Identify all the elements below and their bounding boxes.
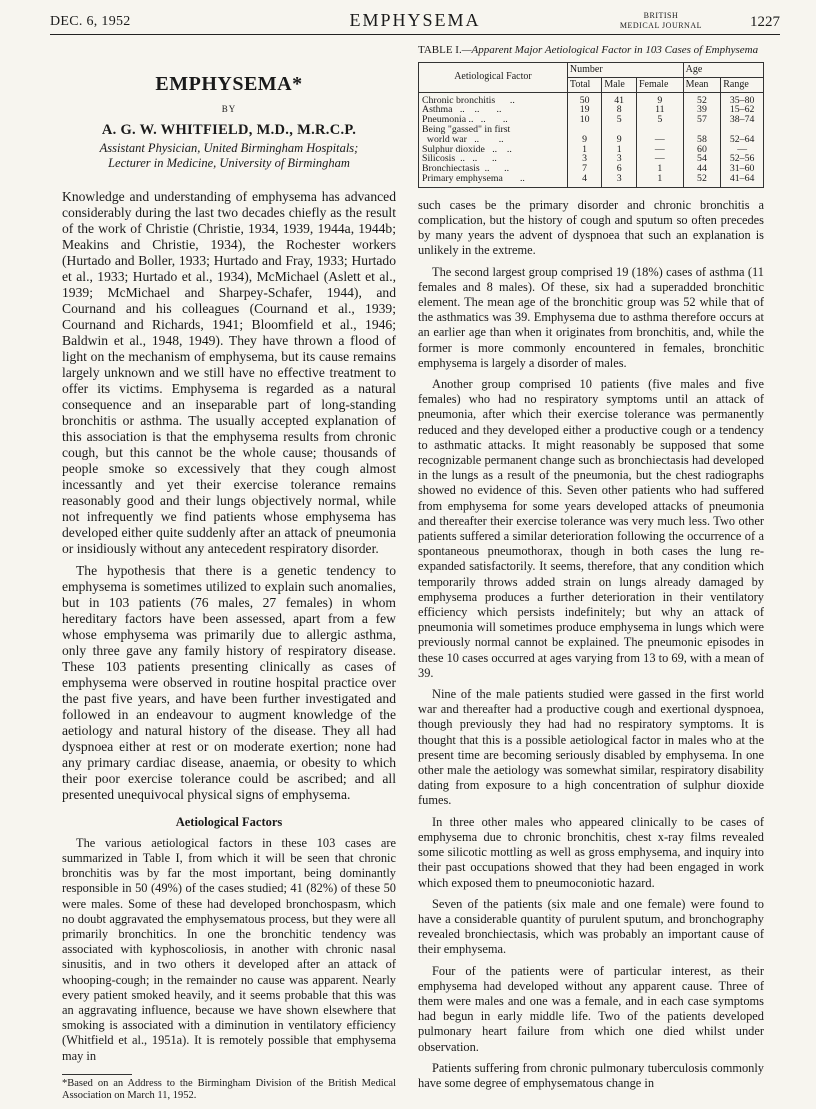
cell-female: 1 <box>636 164 683 174</box>
table-label: TABLE I. <box>418 44 462 56</box>
cell-total: 7 <box>567 164 601 174</box>
cell-total: 50 <box>567 92 601 105</box>
cell-total: 10 <box>567 115 601 125</box>
cell-female: 5 <box>636 115 683 125</box>
cell-range: 38–74 <box>721 115 764 125</box>
page-header <box>50 6 780 42</box>
cell-factor: Sulphur dioxide .. .. <box>419 145 568 155</box>
cell-range: — <box>721 145 764 155</box>
body-paragraph: The second largest group comprised 19 (18%) cases of asthma (11 females and 8 males). Of these, six had a superadded bronchitic element. The mean age of the bronchitic group was 52 while that of the asthmatics was 39. Emphysema due to asthma therefore occurs at an earlier age than when it originates from bronchitis, and, while the former is more commonly encountered in females, bronchitic emphysema is largely a disorder of males. <box>418 264 764 370</box>
cell-mean: 39 <box>683 105 721 115</box>
cell-female: — <box>636 145 683 155</box>
cell-factor: Pneumonia .. .. .. <box>419 115 568 125</box>
page-number: 1227 <box>750 14 780 30</box>
intro-text <box>62 189 396 803</box>
cell-male: 3 <box>602 174 637 187</box>
cell-total: 19 <box>567 105 601 115</box>
article-title: EMPHYSEMA* <box>155 73 303 95</box>
body-paragraph: Nine of the male patients studied were gassed in the first world war and thereafter had a productive cough and exertional dyspnoea, though previously they had had no respiratory symptoms. It is thought that this is a possible aetiological factor in males who at the present time are becoming seriously disabled by emphysema. In one other male the aetiology was somewhat similar, respiratory disability dating from exposure to a high concentration of sulphur dioxide fumes. <box>418 687 764 808</box>
table-row <box>419 174 764 187</box>
cell-mean: 60 <box>683 145 721 155</box>
body-paragraph: Four of the patients were of particular interest, as their emphysema had developed without any apparent cause. Three of them were males and one was a female, and in each case symptoms had begun in early middle life. Two of the patients developed pulmonary heart failure from which one died whilst under observation. <box>418 963 764 1054</box>
cell-factor: Chronic bronchitis .. <box>419 92 568 105</box>
section-heading: Aetiological Factors <box>175 814 283 829</box>
cell-mean: 52 <box>683 174 721 187</box>
cell-range: 41–64 <box>721 174 764 187</box>
cell-factor: Asthma .. .. .. <box>419 105 568 115</box>
col-header-total: Total <box>567 77 601 92</box>
cell-total: 3 <box>567 154 601 164</box>
cell-range: 31–60 <box>721 164 764 174</box>
col-header-number: Number <box>567 63 683 78</box>
cell-mean: 44 <box>683 164 721 174</box>
col-header-age: Age <box>683 63 763 78</box>
journal-name-line2: MEDICAL JOURNAL <box>619 21 702 30</box>
cell-female: 11 <box>636 105 683 115</box>
cell-total: 4 <box>567 174 601 187</box>
body-paragraph: Another group comprised 10 patients (five males and five females) who had no respiratory symptoms until an attack of pneumonia, after which their exercise tolerance was permanently reduced and they developed either a productive cough or a tendency to asthmatic attacks. It might reasonably be supposed that some recognizable permanent change such as bronchiectasis had developed in the lungs as a result of the pneumonia, but the chest radiographs showed no evidence of this. Seven other patients who had suffered from emphysema for some years developed attacks of pneumonia and thereafter their exercise tolerance was very much less. Two other patients suffered a similar deterioration following the occurrence of a spontaneous pneumothorax, though in both cases the lung re-expanded satisfactorily. It seems, therefore, that any condition which temporarily throws added strain on lungs already damaged by emphysema produces a further deterioration in their ventilatory efficiency which persists indefinitely; but why an attack of pneumonia will sometimes produce emphysema in lungs which were previously normal cannot be explained. The pneumonic episodes in these 10 cases occurred at ages varying from 13 to 69, with a mean of 39. <box>418 377 764 680</box>
cell-total: 9 <box>567 135 601 145</box>
cell-factor: Primary emphysema .. <box>419 174 568 187</box>
cell-range: 52–64 <box>721 135 764 145</box>
cell-range: 35–80 <box>721 92 764 105</box>
cell-factor: Silicosis .. .. .. <box>419 154 568 164</box>
col-header-factor: Aetiological Factor <box>419 63 568 93</box>
cell-factor: Being "gassed" in first <box>419 125 568 135</box>
cell-factor: world war .. .. <box>419 135 568 145</box>
journal-name-line1: BRITISH <box>643 11 679 20</box>
body-paragraph: The hypothesis that there is a genetic tendency to emphysema is sometimes utilized to explain such anomalies, but in 103 patients (76 males, 27 females) in whom hereditary factors have been assessed, apart from a few whose emphysema was primarily due to allergic asthma, only three gave any family history of respiratory disease. These 103 patients presenting clinically as cases of emphysema were observed in routine hospital practice over the past five years, and have been further investigated and followed in an endeavour to augment knowledge of the aetiology and natural history of the disease. They all had dyspnoea either at rest or on moderate exertion; none had any primary cardiac disease, anaemia, or obesity to which their poor exercise tolerance could be ascribed; and all presented unequivocal physical signs of emphysema. <box>62 562 396 802</box>
cell-male: 41 <box>602 92 637 105</box>
body-paragraph: such cases be the primary disorder and chronic bronchitis a complication, but the history of cough and sputum so often precedes by many years the advent of dyspnoea that such an explanation is unlikely in the extreme. <box>418 197 764 258</box>
body-paragraph: In three other males who appeared clinically to be cases of emphysema due to chronic bronchitis, chest x-ray films revealed some silicotic mottling as well as gross emphysema, and inquiry into their past occupations showed that they had been engaged in work which exposed them to pneumoconiotic hazard. <box>418 814 764 890</box>
body-paragraph: Seven of the patients (six male and one female) were found to have a considerable quantity of purulent sputum, and bronchography revealed bronchiectasis, which was probably an important cause of their emphysema. <box>418 896 764 957</box>
cell-male: 5 <box>602 115 637 125</box>
author-name: A. G. W. WHITFIELD, M.D., M.R.C.P. <box>101 122 357 139</box>
body-paragraph: Patients suffering from chronic pulmonary tuberculosis commonly have some degree of emphysematous change in <box>418 1060 764 1090</box>
cell-female: — <box>636 154 683 164</box>
cell-male: 9 <box>602 135 637 145</box>
body-paragraph: The various aetiological factors in these 103 cases are summarized in Table I, from which it will be seen that chronic bronchitis was by far the most important, being dominantly responsible in 50 (49%) of the cases studied; 41 (82%) of these 50 were males. Some of these had developed bronchospasm, which no doubt aggravated the emphysematous process, but they were all primarily bronchitics. In one the bronchitic tendency was associated with kyphoscoliosis, in another with chronic nasal sinusitis, and in two others it developed after an attack of whooping-cough; in the remainder no cause was apparent. Nearly every patient smoked heavily, and it seems probable that this was an aggravating influence, because we have shown elsewhere that smoking is associated with a diminution in ventilatory efficiency (Whitfield et al., 1951a). It is remotely possible that emphysema may in <box>62 835 396 1063</box>
cell-male: 3 <box>602 154 637 164</box>
header-rule <box>50 34 780 35</box>
left-column <box>62 44 396 1109</box>
journal-name <box>620 11 702 31</box>
cell-male: 8 <box>602 105 637 115</box>
cell-female: 1 <box>636 174 683 187</box>
footnote: *Based on an Address to the Birmingham Division of the British Medical Association on March 11, 1952. <box>62 1077 396 1102</box>
footnote-rule <box>62 1074 132 1075</box>
cell-female: — <box>636 135 683 145</box>
cell-mean: 52 <box>683 92 721 105</box>
issue-date: DEC. 6, 1952 <box>50 14 131 29</box>
col-header-range: Range <box>721 77 764 92</box>
affiliation-line-2: Lecturer in Medicine, University of Birmingham <box>108 155 350 170</box>
cell-female: 9 <box>636 92 683 105</box>
cell-range: 15–62 <box>721 105 764 115</box>
table-caption <box>418 44 764 57</box>
aetiology-table <box>418 62 764 188</box>
cell-factor: Bronchiectasis .. .. <box>419 164 568 174</box>
affiliation-line-1: Assistant Physician, United Birmingham Hospitals; <box>99 140 359 155</box>
col-header-female: Female <box>636 77 683 92</box>
cell-mean: 58 <box>683 135 721 145</box>
cell-mean: 57 <box>683 115 721 125</box>
running-title: EMPHYSEMA <box>349 10 481 30</box>
cell-range: 52–56 <box>721 154 764 164</box>
byline-by: BY <box>221 104 237 115</box>
col-header-mean: Mean <box>683 77 721 92</box>
table-row <box>419 92 764 105</box>
cell-male: 1 <box>602 145 637 155</box>
table-caption-text: —Apparent Major Aetiological Factor in 103 Cases of Emphysema <box>461 44 759 56</box>
cell-total: 1 <box>567 145 601 155</box>
right-column <box>418 44 764 1097</box>
author-affiliation <box>62 141 396 171</box>
cell-male: 6 <box>602 164 637 174</box>
col-header-male: Male <box>602 77 637 92</box>
body-paragraph: Knowledge and understanding of emphysema has advanced considerably during the last two decades chiefly as the result of the work of Christie (Christie, 1934, 1939, 1944a, 1944b; Meakins and Christie, 1934), the Rochester workers (Hurtado and Boller, 1933; Hurtado and Fray, 1933; Hurtado et al., 1933; Hurtado et al., 1934), McMichael (Aslett et al., 1939; McMichael and Sharpey-Schafer, 1944), and Cournand and his colleagues (Cournand et al., 1939; Cournand and Richards, 1941; Bloomfield et al., 1946; Baldwin et al., 1948, 1949). They have thrown a flood of light on the mechanism of emphysema, but its cause remains largely unknown and we still have no effective treatment to offer its victims. Emphysema is regarded as a natural consequence and an inseparable part of long-standing bronchitis or asthma. The usually accepted explanation of this association is that the emphysema results from chronic cough, but this cannot be the whole cause; thousands of people smoke so excessively that they cough almost incessantly and yet their exercise tolerance remains reasonably good and their lungs objectively normal, while not infrequently we find patients whose emphysema has developed either quite suddenly after an attack of pneumonia or insidiously without any antecedent respiratory disorder. <box>62 188 396 556</box>
cell-mean: 54 <box>683 154 721 164</box>
